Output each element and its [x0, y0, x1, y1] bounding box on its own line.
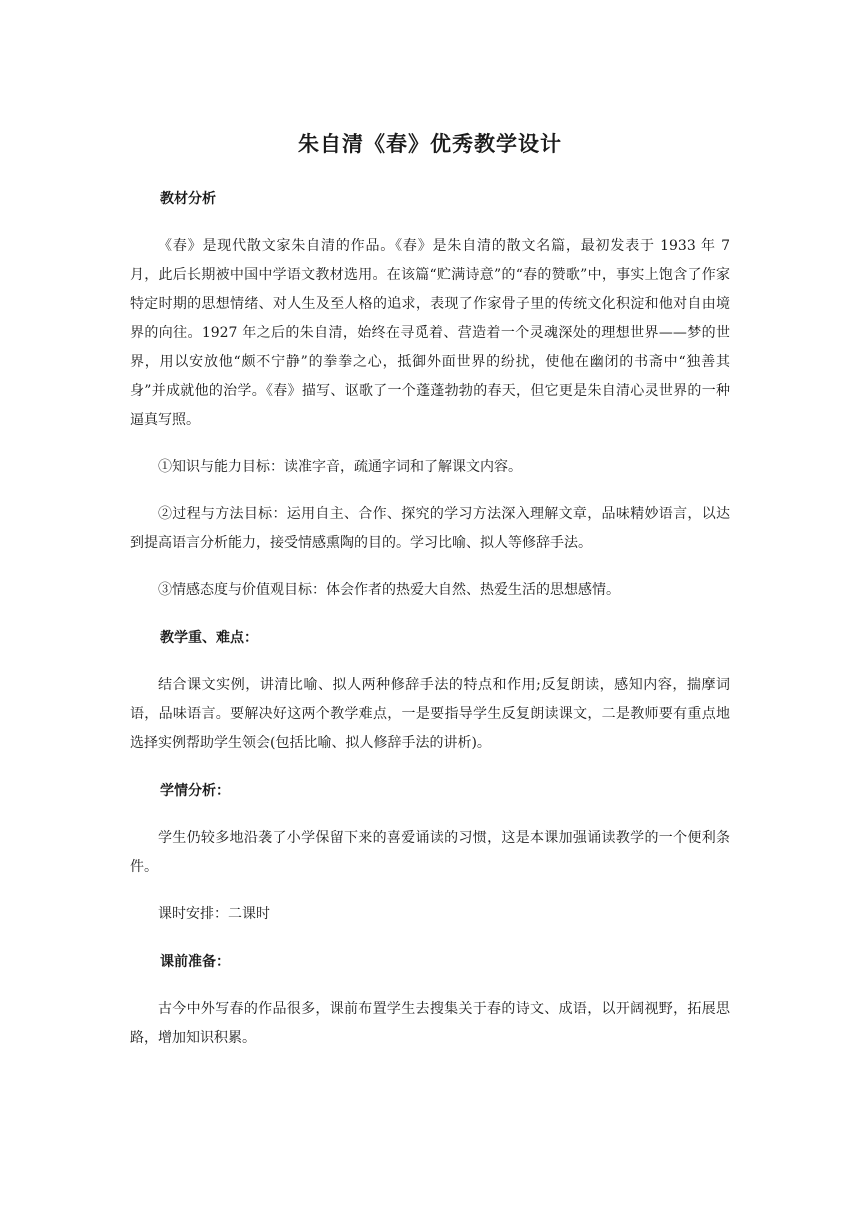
paragraph-goal-process: ②过程与方法目标：运用自主、合作、探究的学习方法深入理解文章，品味精妙语言，以达到提高语言分析能力，接受情感熏陶的目的。学习比喻、拟人等修辞手法。: [130, 506, 730, 551]
paragraph-goal-emotion: ③情感态度与价值观目标：体会作者的热爱大自然、热爱生活的思想感情。: [158, 582, 620, 598]
paragraph-preparation: 古今中外写春的作品很多，课前布置学生去搜集关于春的诗文、成语，以开阔视野，拓展思路，增加知识积累。: [130, 1001, 730, 1046]
paragraph-student-analysis: 学生仍较多地沿袭了小学保留下来的喜爱诵读的习惯，这是本课加强诵读教学的一个便利条件。: [130, 830, 730, 875]
document-page: [130, 128, 730, 1071]
paragraph-class-hours: 课时安排：二课时: [158, 906, 270, 922]
paragraph-textbook-analysis: 《春》是现代散文家朱自清的作品。《春》是朱自清的散文名篇，最初发表于 1933 年 7 月，此后长期被中国中学语文教材选用。在该篇“贮满诗意”的“春的赞歌”中，事实上饱含了作家特定时期的思想情绪、对人生及至人格的追求，表现了作家骨子里的传统文化积淀和他对自由境界的向往。1927 年之后的朱自清，始终在寻觅着、营造着一个灵魂深处的理想世界——梦的世界，用以安放他“颇不宁静”的拳拳之心，抵御外面世界的纷扰，使他在幽闭的书斋中“独善其身”并成就他的治学。《春》描写、讴歌了一个蓬蓬勃勃的春天，但它更是朱自清心灵世界的一种逼真写照。: [130, 238, 730, 428]
paragraph-key-points: 结合课文实例，讲清比喻、拟人两种修辞手法的特点和作用;反复朗读，感知内容，揣摩词语，品味语言。要解决好这两个教学难点，一是要指导学生反复朗读课文，二是教师要有重点地选择实例帮助学生领会(包括比喻、拟人修辞手法的讲析)。: [130, 677, 730, 751]
document-title: 朱自清《春》优秀教学设计: [298, 132, 562, 156]
paragraph-goal-knowledge: ①知识与能力目标：读准字音，疏通字词和了解课文内容。: [158, 459, 522, 475]
section-heading-key-points: 教学重、难点：: [160, 630, 258, 646]
section-heading-textbook-analysis: 教材分析: [160, 191, 216, 207]
section-heading-preparation: 课前准备：: [160, 954, 230, 970]
section-heading-student-analysis: 学情分析：: [160, 783, 230, 799]
